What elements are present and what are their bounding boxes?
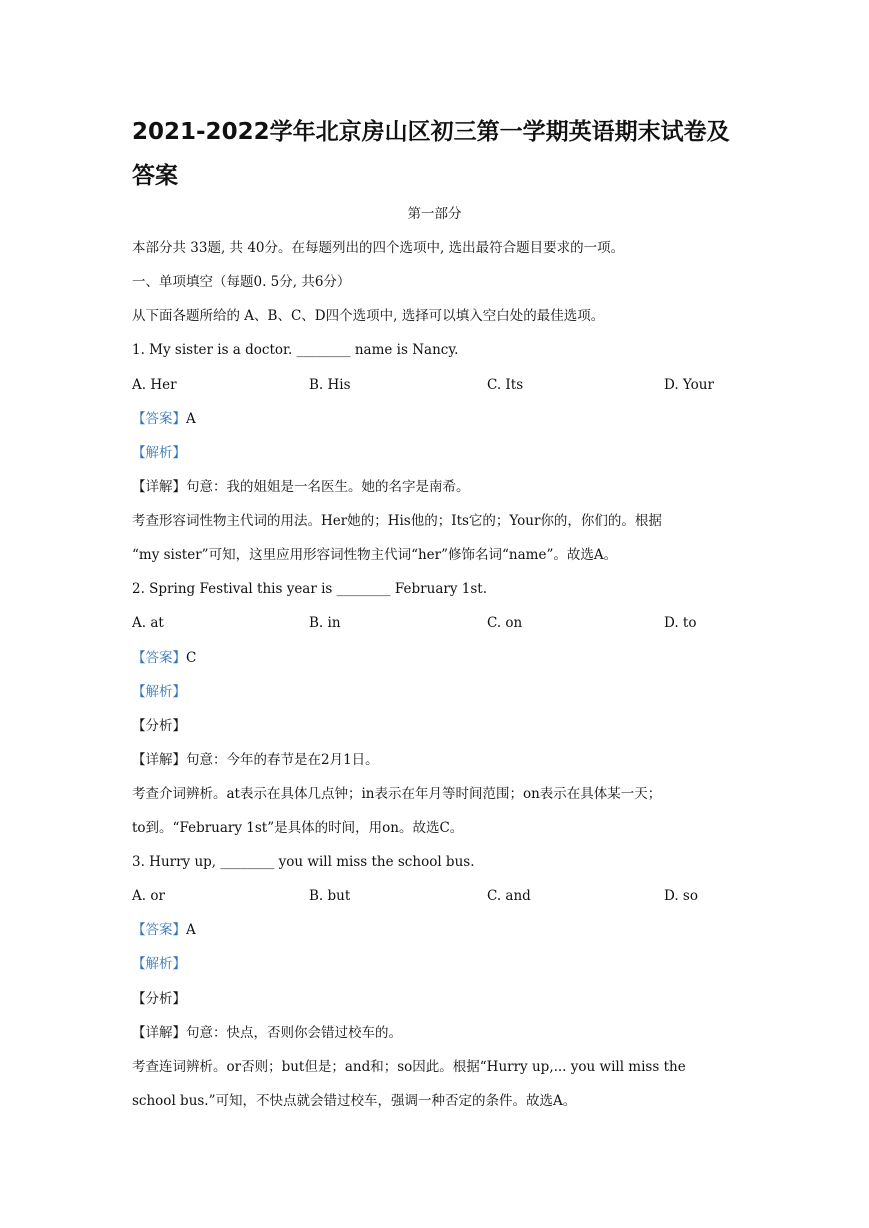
question-2-option-a: A. at	[132, 615, 164, 631]
question-3-analysis-label: 【解析】	[132, 956, 186, 972]
answer-value: A	[186, 411, 196, 427]
question-2-analysis-label: 【解析】	[132, 684, 186, 700]
question-3-explanation-line-2: school bus.”可知，不快点就会错过校车，强调一种否定的条件。故选A。	[132, 1093, 577, 1109]
detail-text: 句意：我的姐姐是一名医生。她的名字是南希。	[186, 479, 470, 495]
question-2-answer	[132, 649, 742, 667]
detail-label: 【详解】	[132, 752, 186, 768]
question-3-answer	[132, 921, 742, 939]
detail-text: 句意：今年的春节是在2月1日。	[186, 752, 379, 768]
question-2-stem: 2. Spring Festival this year is ________ February 1st.	[132, 581, 487, 597]
question-1-explanation-line-1: 考查形容词性物主代词的用法。Her她的；His他的；Its它的；Your你的，你们的。根据	[132, 513, 662, 529]
detail-label: 【详解】	[132, 479, 186, 495]
question-2-explanation-line-1: 考查介词辨析。at表示在具体几点钟；in表示在年月等时间范围；on表示在具体某一天；	[132, 786, 662, 802]
part-heading: 第一部分	[407, 206, 462, 222]
question-3-explanation-line-1: 考查连词辨析。or否则；but但是；and和；so因此。根据“Hurry up,... you will miss the	[132, 1059, 686, 1075]
question-3-option-d: D. so	[664, 888, 698, 904]
answer-value: C	[186, 650, 197, 666]
question-1-option-a: A. Her	[132, 377, 177, 393]
answer-label: 【答案】	[132, 650, 186, 666]
question-3-detail	[132, 1024, 742, 1042]
question-1-stem: 1. My sister is a doctor. ________ name is Nancy.	[132, 342, 459, 358]
part-intro: 本部分共 33题, 共 40分。在每题列出的四个选项中, 选出最符合题目要求的一项。	[132, 240, 625, 256]
answer-label: 【答案】	[132, 411, 186, 427]
question-1-option-d: D. Your	[664, 377, 714, 393]
question-1-answer	[132, 410, 742, 428]
question-1-option-b: B. His	[309, 377, 351, 393]
question-2-option-b: B. in	[309, 615, 341, 631]
section-instruction: 从下面各题所给的 A、B、C、D四个选项中, 选择可以填入空白处的最佳选项。	[132, 308, 605, 324]
question-2-fenxi-label: 【分析】	[132, 718, 186, 734]
question-3-stem: 3. Hurry up, ________ you will miss the school bus.	[132, 854, 475, 870]
question-1-analysis-label: 【解析】	[132, 445, 186, 461]
section-heading: 一、单项填空（每题0. 5分, 共6分）	[132, 274, 351, 290]
question-3-option-b: B. but	[309, 888, 351, 904]
detail-text: 句意：快点，否则你会错过校车的。	[186, 1025, 402, 1041]
question-1-detail	[132, 478, 742, 496]
answer-value: A	[186, 922, 196, 938]
answer-label: 【答案】	[132, 922, 186, 938]
question-3-option-a: A. or	[132, 888, 165, 904]
question-2-option-c: C. on	[487, 615, 523, 631]
question-2-explanation-line-2: to到。“February 1st”是具体的时间，用on。故选C。	[132, 820, 464, 836]
question-2-option-d: D. to	[664, 615, 697, 631]
question-1-explanation-line-2: “my sister”可知，这里应用形容词性物主代词“her”修饰名词“name”。故选A。	[132, 547, 618, 563]
detail-label: 【详解】	[132, 1025, 186, 1041]
question-3-option-c: C. and	[487, 888, 531, 904]
question-2-detail	[132, 751, 742, 769]
document-title: 2021-2022学年北京房山区初三第一学期英语期末试卷及答案	[132, 119, 730, 189]
question-1-option-c: C. Its	[487, 377, 524, 393]
question-3-fenxi-label: 【分析】	[132, 991, 186, 1007]
